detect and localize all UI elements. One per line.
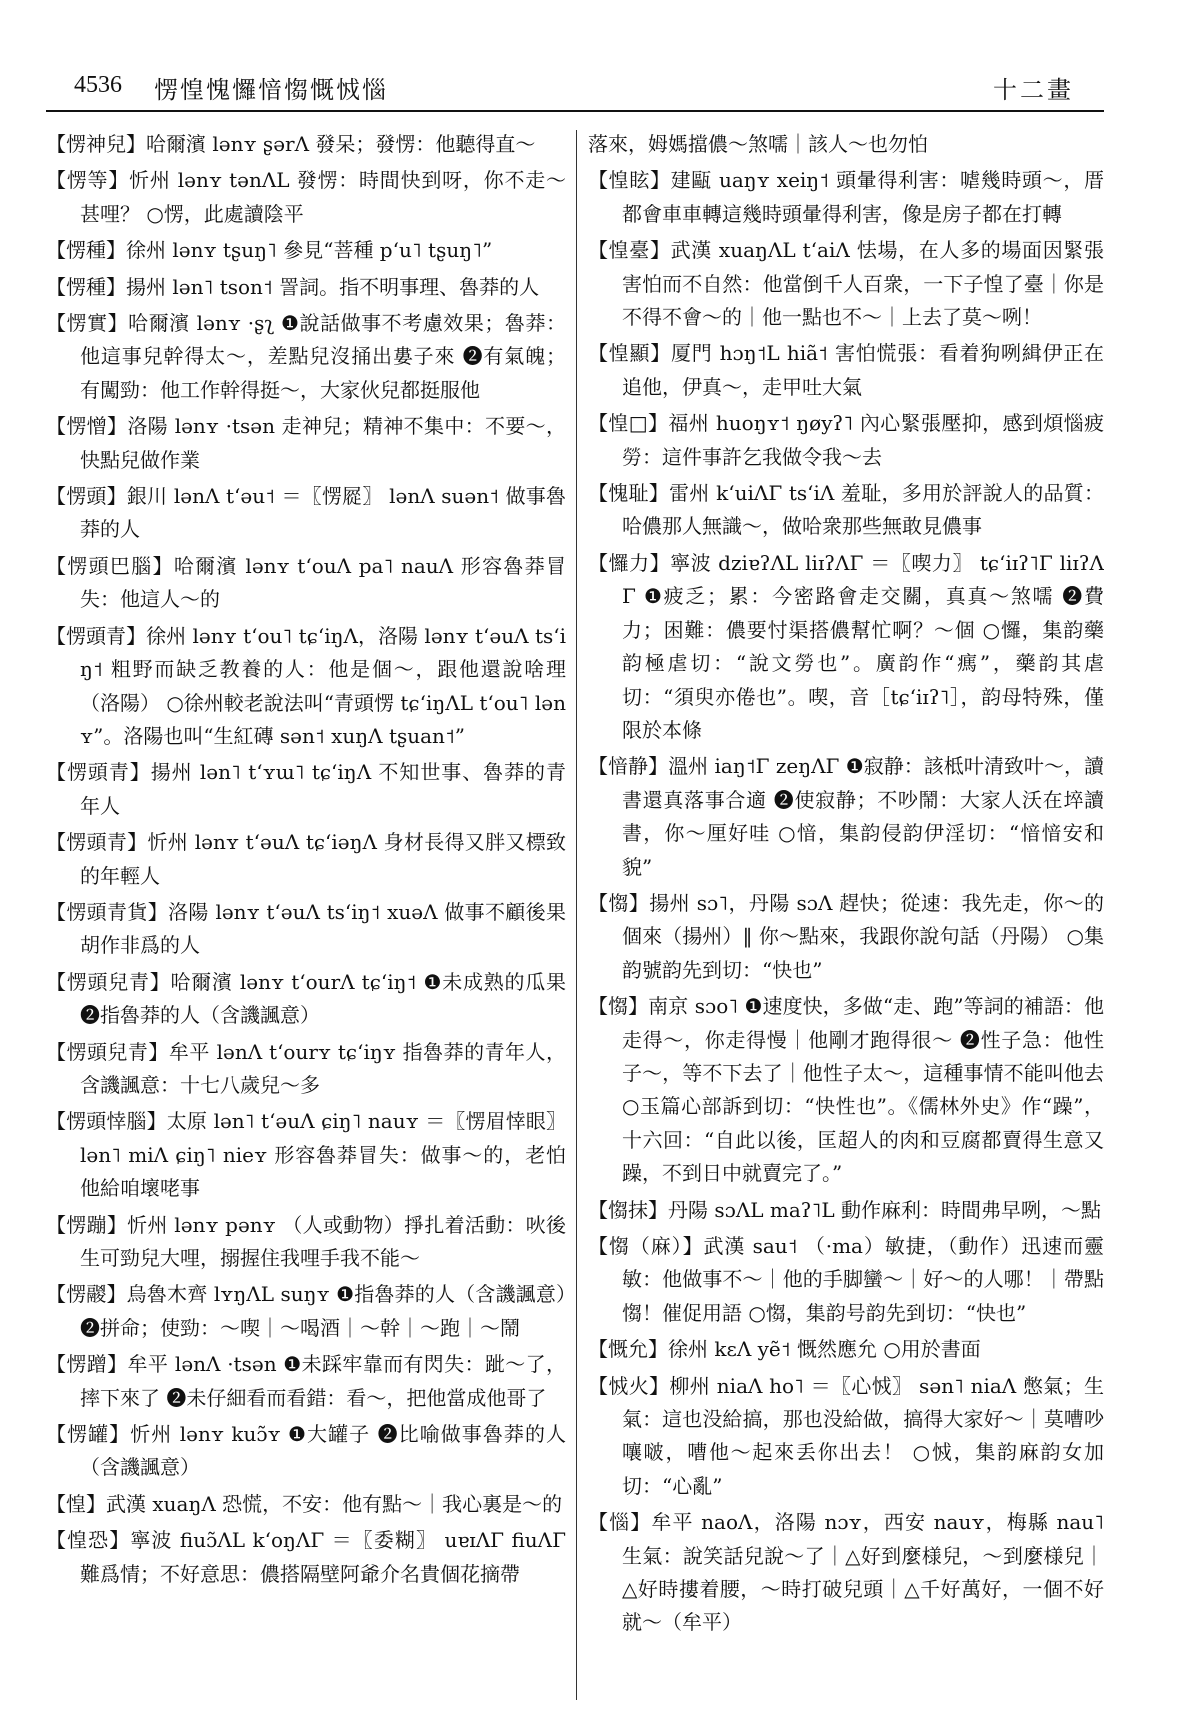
dictionary-entry: 【愣蹦】忻州 lənʏ pənʏ （人或動物）掙扎着活動：吙後生可勁兒大哩，搦握住我哩手我不能～ — [46, 1212, 566, 1270]
dictionary-entry: 【愣頭兒青】牟平 lənɅ tʻourʏ tɕʻiŋʏ 指魯莽的青年人，含譏諷意：十七八歲兒～多 — [46, 1039, 566, 1097]
running-title: 愣惶愧㦬愔㥮慨㤜惱 — [154, 76, 388, 104]
dictionary-entry: 【㦬力】寧波 dziɐʔɅL liɪʔɅΓ ＝〖喫力〗 tɕʻiɪʔ˥Γ liɪʔɅΓ ❶疲乏；累：今密路會走交關，真真～煞嚅 ❷費力；困難：儂要忖渠搭儂幫忙啊？～個 ○㦬，集韵藥韵極虐切：“說文勞也”。廣韵作“㾺”，藥韵其虐切：“須臾亦倦也”。喫，音［tɕʻiɪʔ˥］，韵母特殊，僅限於本條 — [588, 550, 1104, 742]
right-column — [588, 128, 1104, 1708]
dictionary-entry: 【惶□】福州 huoŋʏ˦ ŋøyʔ˥ 內心緊張壓抑，感到煩惱疲勞：這件事許乞我做令我～去 — [588, 411, 1104, 469]
dictionary-entry: 【愣頭】銀川 lənɅ tʻəu˦ ＝〖愣㞞〗 lənɅ suən˦ 做事魯莽的人 — [46, 484, 566, 542]
dictionary-entry: 【愣種】揚州 lən˥ tson˦ 詈詞。指不明事理、魯莽的人 — [46, 274, 540, 299]
dictionary-entry: 【愣憎】洛陽 lənʏ ·tsən 走神兒；精神不集中：不要～，快點兒做作業 — [46, 414, 566, 472]
dictionary-entry: 【愣頭青】揚州 lən˥ tʻʏɯ˥ tɕʻiŋɅ 不知世事、魯莽的青年人 — [46, 760, 566, 818]
dictionary-entry: 【愧耻】雷州 kʻuiɅΓ tsʻiɅ 羞耻，多用於評說人的品質：哈儂那人無識～，做哈衆那些無敢見儂事 — [588, 481, 1104, 539]
dictionary-entry: 【愣種】徐州 lənʏ tʂuŋ˥ 參見“菩種 pʻu˥ tʂuŋ˥” — [46, 238, 493, 263]
dictionary-entry: 【㥮（麻）】武漢 sau˦ （·ma）敏捷，（動作）迅速而靈敏：他做事不～｜他的手脚蠻～｜好～的人哪！｜帶點㥮！催促用語 ○㥮，集韵号韵先到切：“快也” — [588, 1234, 1104, 1325]
dictionary-entry: 【愣頭青】徐州 lənʏ tʻou˥ tɕʻiŋɅ，洛陽 lənʏ tʻəuɅ tsʻiŋ˦ 粗野而缺乏教養的人：他是個～，跟他還說啥理（洛陽） ○徐州較老說法叫“青頭愣 tɕʻiŋɅL tʻou˥ lənʏ”。洛陽也叫“生紅磚 sən˦ xuŋɅ tʂuan˦” — [46, 623, 566, 748]
dictionary-entry: 【愣頭兒青】哈爾濱 lənʏ tʻourɅ tɕʻiŋ˦ ❶未成熟的瓜果 ❷指魯莽的人（含譏諷意） — [46, 969, 566, 1028]
dictionary-entry: 【愔静】溫州 iaŋ˦Γ zeŋɅΓ ❶寂静：該柢叶清致叶～，讀書還真落事合適 ❷使寂静；不吵鬧：大家人沃在埣讀書，你～厘好哇 ○愔，集韵侵韵伊淫切：“愔愔安和貌” — [588, 754, 1104, 879]
dictionary-entry: 【惶恐】寧波 fiuɔ̃ɅL kʻoŋɅΓ ＝〖委糊〗 uɐɪɅΓ fiuɅΓ 難爲情；不好意思：儂搭隔壁阿爺介名貴個花摘帶 — [46, 1528, 566, 1586]
column-divider — [576, 130, 577, 1700]
dictionary-entry: 【愣頭青貨】洛陽 lənʏ tʻəuɅ tsʻiŋ˦ xuəɅ 做事不顧後果胡作非爲的人 — [46, 899, 566, 958]
dictionary-entry: 【愣罐】忻州 lənʏ kuɔ̃ʏ ❶大罐子 ❷比喻做事魯莽的人（含譏諷意） — [46, 1422, 566, 1480]
dictionary-entry: 【愣等】忻州 lənʏ tənɅL 發愣：時間快到呀，你不走～甚哩？ ○愣，此處讀陰平 — [46, 168, 566, 226]
left-column — [46, 128, 566, 1708]
page-header — [46, 62, 1104, 112]
dictionary-entry: 【愣實】哈爾濱 lənʏ ·ʂʅ ❶說話做事不考慮效果；魯莽：他這事兒幹得太～，差點兒沒捅出婁子來 ❷有氣魄；有闖勁：他工作幹得挺～，大家伙兒都挺服他 — [46, 311, 566, 402]
dictionary-entry: 【惶顯】厦門 hɔŋ˦L hiã˦ 害怕慌張：看着狗咧緝伊正在追他，伊真～，走甲吐大氣 — [588, 341, 1104, 399]
dictionary-entry: 【㥮】揚州 sɔ˥，丹陽 sɔɅ 趕快；從速：我先走，你～的個來（揚州）‖ 你～點來，我跟你說句話（丹陽） ○集韵號韵先到切：“快也” — [588, 890, 1104, 982]
dictionary-entry: 【惶眩】建甌 uaŋʏ xeiŋ˦ 頭暈得利害：㖸幾時頭～，厝都會車車轉這幾時頭暈得利害，像是房子都在打轉 — [588, 168, 1104, 226]
dictionary-entry-continued: 落來，姆媽擋儂～煞嚅｜該人～也勿怕 — [588, 132, 928, 156]
dictionary-entry: 【㥮】南京 sɔo˥ ❶速度快，多做“走、跑”等詞的補語：他走得～，你走得慢｜他剛才跑得很～ ❷性子急：他性子～，等不下去了｜他性子太～，這種事情不能叫他去 ○玉篇心部訴到切：“快性也”。《儒林外史》作“躁”，十六回：“自此以後，匡超人的肉和豆腐都賣得生意又躁，不到日中就賣完了。” — [588, 994, 1104, 1186]
dictionary-entry: 【愣蹭】牟平 lənɅ ·tsən ❶未踩牢靠而有閃失：跐～了，摔下來了 ❷未仔細看而看錯：看～，把他當成他哥了 — [46, 1352, 566, 1410]
dictionary-entry: 【慨允】徐州 kɛɅ yẽ˦ 慨然應允 ○用於書面 — [588, 1337, 981, 1362]
dictionary-entry: 【㤜火】柳州 niaɅ ho˥ ＝〖心㤜〗 sən˥ niaɅ 憋氣；生氣：這也没給搞，那也没給做，搞得大家好～｜莫嘈吵嚷啵，嘈他～起來丢你出去！ ○㤜，集韵麻韵女加切：“心亂” — [588, 1373, 1104, 1498]
page-number: 4536 — [74, 72, 122, 98]
stroke-count-section: 十二畫 — [993, 76, 1074, 104]
dictionary-entry: 【愣頭巴腦】哈爾濱 lənʏ tʻouɅ pa˥ nauɅ 形容魯莽冒失：他這人～的 — [46, 553, 566, 612]
dictionary-entry: 【愣頭青】忻州 lənʏ tʻəuɅ tɕʻiəŋɅ 身材長得又胖又標致的年輕人 — [46, 830, 566, 888]
header-rule — [46, 110, 1104, 112]
dictionary-entry: 【惶臺】武漢 xuaŋɅL tʻaiɅ 怯場，在人多的場面因緊張害怕而不自然：他當倒千人百衆，一下子惶了臺｜你是不得不會～的｜他一點也不～｜上去了莫～咧！ — [588, 238, 1104, 330]
dictionary-entry: 【愣頭悻腦】太原 lən˥ tʻəuɅ ɕiŋ˥ nauʏ ＝〖愣眉悻眼〗 lən˥ miɅ ɕiŋ˥ nieʏ 形容魯莽冒失：做事～的，老怕他給咱壞咾事 — [46, 1109, 566, 1201]
dictionary-entry: 【愣鬷】烏魯木齊 lʏŋɅL suŋʏ ❶指魯莽的人（含譏諷意）❷拼命；使勁：～喫｜～喝酒｜～幹｜～跑｜～鬧 — [46, 1282, 566, 1340]
dictionary-entry: 【㥮抹】丹陽 sɔɅL maʔ˥L 動作麻利：時間弗早咧，～點 — [588, 1197, 1102, 1222]
dictionary-entry: 【愣神兒】哈爾濱 lənʏ ʂərɅ 發呆；發愣：他聽得直～ — [46, 132, 536, 156]
dictionary-entry: 【惶】武漢 xuaŋɅ 恐慌，不安：他有點～｜我心裏是～的 — [46, 1491, 563, 1516]
dictionary-entry: 【惱】牟平 naoɅ，洛陽 nɔʏ，西安 nauʏ，梅縣 nau˥ 生氣：說笑話兒說～了｜△好到麼様兒，～到麼様兒｜△好時摟着腰，～時打破兒頭｜△千好萬好，一個不好就～（牟平） — [588, 1510, 1104, 1635]
